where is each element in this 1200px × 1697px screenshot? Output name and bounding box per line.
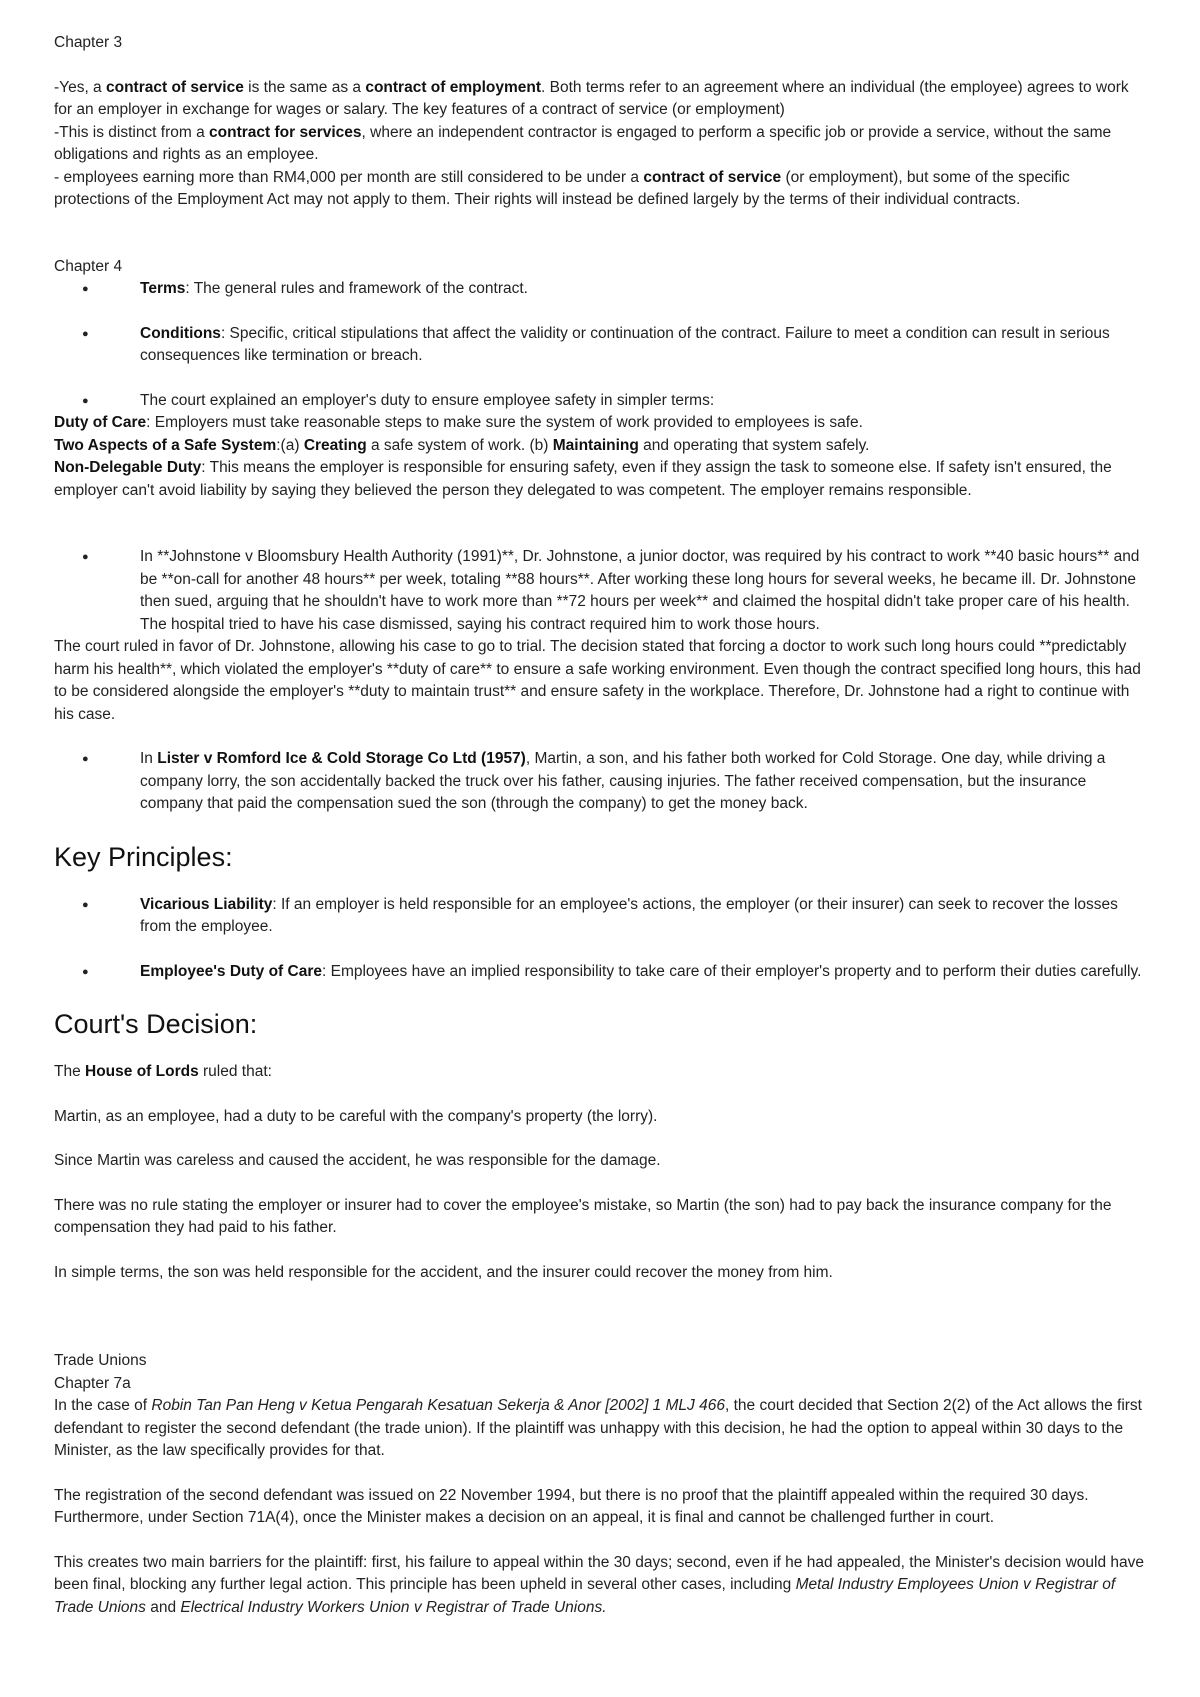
list-item-johnstone: ● In **Johnstone v Bloomsbury Health Authority (1991)**, Dr. Johnstone, a junior doctor, was required by his contract to work **40 basic hours** and be **on-call for another 48 hours** per week, totaling **88 hours**. After working these long hours for several weeks, he became ill. Dr. Johnstone then sued, arguing that he shouldn't have to work more than **72 hours per week** and claimed the hospital didn't take proper care of his health. The hospital tried to have his case dismissed, saying his contract required him to work those hours.: [54, 546, 1144, 636]
decision-paragraph-3: Since Martin was careless and caused the accident, he was responsible for the damage.: [54, 1152, 661, 1169]
list-item-court-intro: ● The court explained an employer's duty to ensure employee safety in simpler terms:: [54, 390, 1144, 413]
decision-paragraph-2: Martin, as an employee, had a duty to be careful with the company's property (the lorry).: [54, 1107, 658, 1125]
ch3-paragraph-2: -This is distinct from a contract for services, where an independent contractor is engaged to perform a specific job or provide a service, without the same obligations and rights as an employee.: [54, 123, 1112, 163]
chapter-3-heading: Chapter 3: [54, 34, 123, 51]
chapter-7a-heading: Chapter 7a: [54, 1374, 131, 1392]
list-item-employee-duty: ● Employee's Duty of Care: Employees have an implied responsibility to take care of their employer's property and to perform their duties carefully.: [54, 961, 1144, 984]
unions-paragraph-3: This creates two main barriers for the plaintiff: first, his failure to appeal within the 30 days; second, even if he had appealed, the Minister's decision would have been final, blocking any further legal action. This principle has been upheld in several other cases, including Metal Industry Employees Union v Registrar of Trade Unions and Electrical Industry Workers Union v Registrar of Trade Unions.: [54, 1553, 1144, 1616]
list-item-vicarious-liability: ● Vicarious Liability: If an employer is held responsible for an employee's actions, the employer (or their insurer) can seek to recover the losses from the employee.: [54, 894, 1144, 939]
unions-paragraph-2: The registration of the second defendant was issued on 22 November 1994, but there is no proof that the plaintiff appealed within the required 30 days. Furthermore, under Section 71A(4), once the Minister makes a decision on an appeal, it is final and cannot be challenged further in court.: [54, 1486, 1089, 1526]
duty-of-care-line: Duty of Care: Employers must take reasonable steps to make sure the system of work provided to employees is safe.: [54, 414, 863, 431]
list-item-terms: ● Terms: The general rules and framework of the contract.: [54, 278, 1144, 301]
courts-decision-heading: Court's Decision:: [54, 1009, 258, 1039]
document-page: [54, 32, 1144, 1619]
lister-list: [54, 748, 1144, 816]
johnstone-ruling: The court ruled in favor of Dr. Johnstone, allowing his case to go to trial. The decision stated that forcing a doctor to work such long hours could **predictably harm his health**, which violated the employer's **duty of care** to ensure a safe working environment. Even though the contract specified long hours, this had to be considered alongside the employer's **duty to maintain trust** and ensure safety in the workplace. Therefore, Dr. Johnstone had a right to continue with his case.: [54, 638, 1141, 723]
trade-unions-heading: Trade Unions: [54, 1352, 147, 1369]
unions-paragraph-1: In the case of Robin Tan Pan Heng v Ketua Pengarah Kesatuan Sekerja & Anor [2002] 1 MLJ 466, the court decided that Section 2(2) of the Act allows the first defendant to register the second defendant (the trade union). If the plaintiff was unhappy with this decision, he had the option to appeal within 30 days to the Minister, as the law specifically provides for that.: [54, 1397, 1142, 1459]
johnstone-list: [54, 546, 1144, 636]
decision-paragraph-4: There was no rule stating the employer or insurer had to cover the employee's mistake, so Martin (the son) had to pay back the insurance company for the compensation they had paid to his father.: [54, 1196, 1112, 1236]
ch3-paragraph-3: - employees earning more than RM4,000 per month are still considered to be under a contract of service (or employment), but some of the specific protections of the Employment Act may not apply to them. Their rights will instead be defined largely by the terms of their individual contracts.: [54, 168, 1070, 208]
key-principles-heading: Key Principles:: [54, 841, 233, 872]
non-delegable-duty-line: Non-Delegable Duty: This means the employer is responsible for ensuring safety, even if they assign the task to someone else. If safety isn't ensured, the employer can't avoid liability by saying they believed the person they delegated to was competent. The employer remains responsible.: [54, 459, 1112, 499]
decision-paragraph-5: In simple terms, the son was held responsible for the accident, and the insurer could recover the money from him.: [54, 1263, 833, 1281]
decision-paragraph-1: The House of Lords ruled that:: [54, 1063, 272, 1080]
chapter-4-heading: Chapter 4: [54, 257, 123, 275]
list-item-conditions: ● Conditions: Specific, critical stipulations that affect the validity or continuation of the contract. Failure to meet a condition can result in serious consequences like termination or breach.: [54, 323, 1144, 368]
list-item-lister: ● In Lister v Romford Ice & Cold Storage Co Ltd (1957), Martin, a son, and his father both worked for Cold Storage. One day, while driving a company lorry, the son accidentally backed the truck over his father, causing injuries. The father received compensation, but the insurance company that paid the compensation sued the son (through the company) to get the money back.: [54, 748, 1144, 816]
ch4-list: [54, 278, 1144, 412]
key-principles-list: [54, 894, 1144, 984]
two-aspects-line: Two Aspects of a Safe System:(a) Creating a safe system of work. (b) Maintaining and operating that system safely.: [54, 436, 870, 454]
ch3-paragraph-1: -Yes, a contract of service is the same as a contract of employment. Both terms refer to an agreement where an individual (the employee) agrees to work for an employer in exchange for wages or salary. The key features of a contract of service (or employment): [54, 78, 1129, 118]
